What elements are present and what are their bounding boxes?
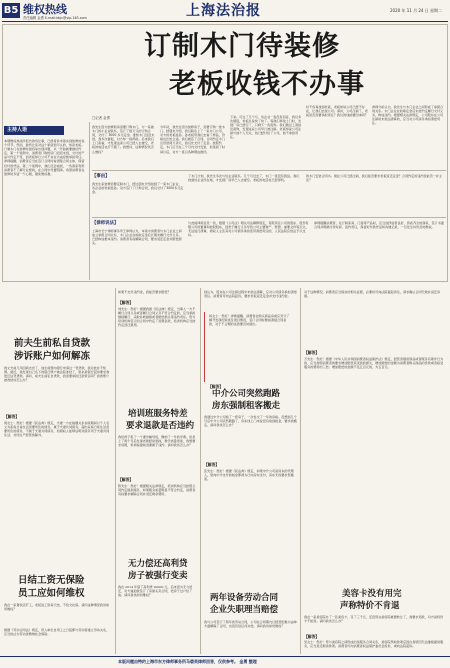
qa-center-answer: 刘先生：您好！根据我国《民法典》规定，当事人一方不履行合同义务或者履行合同义务不符合约定的，应当承担继续履行、采取补救措施或者赔偿损失等违约责任。您与培训机构签订的合同中约定了退费条款，培训机构应当按约定退还费用。 bbox=[118, 307, 196, 328]
qa-headline-6b: 企业失职理当赔偿 bbox=[210, 605, 279, 615]
answer-label: 【解答】 bbox=[118, 300, 134, 305]
facts-text: 我先生家装修需要定制木门，经过朋友介绍找到了一家木门企业，该企业的老板姓孙。双方签订了订购合同，我们交付了3000多元定金。 bbox=[92, 182, 184, 195]
lead-body-col-4: 好不容易找到老板，老板却说公司已经不存在，让我们去找公司。请问，公司注销了，老板是否需要承担责任？我们的钱能要回来吗？ bbox=[306, 105, 368, 118]
issue-date: 2020 年 11 月 24 日 星期二 bbox=[390, 8, 442, 13]
lead-byline: □记者 金勇 bbox=[92, 116, 110, 120]
qa-mid-answer: 杨女士：您好！律师提醒，消费者在购买商品房前应充分了解开发商的资质及项目情况，签订合同时要看清楚合同条款，对于不合理的条款要及时提出。 bbox=[209, 314, 290, 327]
qa-answer-7: 吴女士：您好！您与美容院之间形成的是服务合同关系，美容院预收款项后因自身原因无法继续提供服务，应当退还剩余款项。消费者可向消费者权益保护委员会投诉，或向法院起诉。 bbox=[304, 640, 444, 649]
masthead bbox=[0, 0, 450, 22]
section-rule bbox=[92, 217, 446, 218]
answer-label: 【解答】 bbox=[118, 477, 134, 482]
lawyer-text-2: 与此前律师意见一致，根据《公司法》相关司法解释规定，有限责任公司的股东、股份有限公司的董事和控股股东，因怠于履行义务导致公司主要财产、账册、重要文件等灭失，无法进行清算，债权人主张其对公司债务承担连带清偿责任的，人民法院应依法予以支持。 bbox=[188, 221, 309, 238]
lawyer-text: 上海市长宁律师事务所王律师认为，本案中消费者与木门企业之间成立承揽合同关系，木门企业在收取定金后长期未履行交付义务，已经构成根本违约。消费者有权解除合同，要求返还定金并赔偿损失。 bbox=[92, 229, 182, 246]
qa-answer-1: 周女士：您好！根据《民法典》规定，夫妻一方在婚姻关系存续期间以个人名义为家庭日常生活需要所负的债务，属于夫妻共同债务。超出家庭日常生活需要所负的债务，不属于夫妻共同债务，但债权人能够证明该债务用于夫妻共同生活、共同生产经营的除外。 bbox=[4, 421, 110, 438]
qa-headline-2a: 日结工资无保险 bbox=[18, 575, 85, 586]
qa-intro-1: 我丈夫前几年因病去世了，他生前曾向银行申请过一笔贷款，我对此并不知情。最近，我发现自己名下的银行账户被法院冻结了，原来是银行起诉要求我偿还这笔贷款。请问，前夫生前私自贷款，我需要承担还款责任吗？我的账户被冻结该怎么办？ bbox=[4, 366, 110, 383]
column-divider bbox=[89, 122, 90, 280]
qa-intro-5: 我通过中介公司租了一套房子，一次性交了一年的房租。没想到几个月后中介公司突然跑路了，房东找上门来说没有收到租金，要求我搬走。请问我该怎么办？ bbox=[204, 415, 297, 428]
host-column-text: 本期维权热线所报告的诉讼事，已经将诉求落实到装修的各个环节。然而，最终让家对这个承诺到尽头的，却是老板。订制木门在装修时最容易出现问题，从一开始就要做好约定。第一个案例中，消费者订购的房门迟迟未到，交付的产品与约定不符，而老板却以公司不存在为由拒绝承担责任。律师提醒，消费者应当在签订合同时看清楚合同主体，保留好付款凭证。第二个案例中，我们还会看到，一些商家利用消费者不了解行业规则，在合同中设置陷阱。希望消费者在装修时多留一个心眼，避免维权难。 bbox=[4, 139, 85, 176]
qa-intro-3: 我给孩子报了一个课外辅导班，缴纳了一年的学费。但是上了两个月后发现老师经常更换，教学质量很差，我想要求退费，机构说提前退课属于违约。请问我该怎么办？ bbox=[118, 435, 196, 448]
lead-body-col-5: 律师分析认为，我先生与木门企业之间形成了承揽合同关系。木门企业在收取定金后未按约定履行交付义务，构成违约。根据相关法律规定，公司股东在公司注销时未依法清算的，应当对公司债务承担清偿责任。 bbox=[372, 105, 444, 126]
column-divider bbox=[115, 288, 116, 654]
qa-headline-1a: 前夫生前私自贷款 bbox=[14, 338, 91, 349]
lead-headline-line-1: 订制木门待装修 bbox=[144, 31, 340, 62]
qa-headline-3b: 要求退款是否违约 bbox=[126, 421, 195, 431]
qa-answer-2: 根据《劳动合同法》规定，用人单位自用工之日起即与劳动者建立劳动关系，应当依法为劳动者缴纳社会保险。 bbox=[4, 628, 110, 637]
qa-headline-7a: 美容卡没有用完 bbox=[342, 589, 402, 599]
qa-intro-4: 我在 2014 年借了高利贷 20000 元，后来因为无力偿还，对方逼迫我签订了房屋买卖合同，把房子过户给了他。请问我该如何维权？ bbox=[118, 585, 193, 598]
qa-headline-1b: 涉诉账户如何解冻 bbox=[14, 351, 91, 362]
qa-right-answer: 万先生：您好！根据《中华人民共和国消费者权益保护法》规定，经营者提供商品或者服务有欺诈行为的，应当按照消费者的要求增加赔偿其受到的损失，增加赔偿的金额为消费者购买商品的价款或者接受服务的费用的三倍；增加赔偿的金额不足五百元的，为五百元。 bbox=[304, 357, 444, 370]
lead-body-col-2: 今年初，我先生因为装修房子，需要订购一批木门。经朋友介绍，我们联系上了一家木门公司，对方的老板姓孙。孙老板带我们去看了样品，价格也比较合适，我们就签了合同。合同约定木门总价款两万余元，我们先支付了定金。按照约定，木门应当在三个月内交付安装，但是到了时间以后，对方一直以各种理由推托。 bbox=[160, 125, 225, 154]
page-footer bbox=[0, 656, 450, 668]
qa-answer-3: 陈先生：您好！根据相关法律规定，培训机构应当按照合同约定提供服务，如果服务质量明显不符合约定，消费者有权要求解除合同并退还剩余费用。 bbox=[118, 484, 196, 497]
answer-label: 【解答】 bbox=[304, 634, 320, 639]
qa-headline-4a: 无力偿还高利贷 bbox=[128, 559, 188, 569]
qa-headline-5a: 中介公司突然跑路 bbox=[212, 389, 281, 399]
qa-headline-6a: 两年设备劳动合同 bbox=[210, 593, 279, 603]
answer-label: 【解答】 bbox=[304, 350, 320, 355]
qa-intro-6: 我与公司签订了两年的劳动合同，公司在合同期内以经营困难为由单方面解除了合同，也没有给任何补偿。请问我该如何维权？ bbox=[204, 620, 297, 629]
qa-right-top: 对于这种情况，消费者应当保存好相关证据，必要时可向法院提起诉讼，请求确认合同无效并返还房屋。 bbox=[304, 290, 441, 299]
qa-headline-5b: 房东强制租客搬走 bbox=[212, 401, 281, 411]
qa-mid-top: 则认为，股东在公司注销过程中未依法清算，应对公司债务承担清偿责任。消费者可向法院起诉，要求老板返还定金并支付违约金。 bbox=[204, 290, 297, 299]
lead-headline-line-2: 老板收钱不办事 bbox=[169, 69, 365, 100]
facts-tag: 【事由】 bbox=[92, 174, 110, 179]
page-badge: B5 bbox=[3, 5, 19, 16]
mid-answer-block bbox=[204, 312, 292, 382]
facts-text-3: 的木门安装合同书。现在公司已经注销，我们能否要求老板返还定金？合同约定的违约金能否一并主张？ bbox=[306, 174, 443, 183]
lead-body-col-3: 下来。可过了几个月，该企业一直没有回音，我们多次催促，老板总说快了快了。等我们再找上门时，发现厂房已经空了，只剩下一些废料。我们通过工商信息查询，发现这家公司早已被注销。老板却说公司注销与他个人无关，钱已经付给了公司，他不承担责任。 bbox=[230, 115, 302, 140]
answer-label: 【解答】 bbox=[4, 414, 20, 419]
lawyer-tag: 【律师说法】 bbox=[92, 221, 119, 226]
host-column-title: 主持人语 bbox=[4, 126, 64, 135]
qa-intro-7: 我在一家美容院办了一张美容卡，花了三千元，还没用完美容院就要转让了，我要求退款，对方说特价卡不能退。请问我该怎么办？ bbox=[304, 615, 444, 624]
masthead-rule bbox=[2, 21, 448, 22]
editor-line: 责任编辑 金勇 E-mail:bkjc@vip.163.com bbox=[23, 16, 87, 20]
host-column bbox=[2, 126, 88, 281]
qa-headline-3a: 培训班服务特差 bbox=[128, 409, 188, 419]
qa-headline-2b: 员工应如何维权 bbox=[18, 588, 85, 599]
section-title: 维权热线 bbox=[23, 3, 67, 16]
qa-center-top: 如果不支付违约金，我能否要求赔偿？ bbox=[118, 290, 171, 294]
answer-label: 【解答】 bbox=[204, 462, 220, 467]
footer-note: 本版问题由特约上海市东方律师事务所马碧英律师回答，仅供参考。 金勇 整理 bbox=[118, 659, 257, 664]
section-rule bbox=[92, 170, 446, 171]
answer-label: 【解答】 bbox=[208, 384, 224, 389]
column-divider bbox=[300, 288, 301, 654]
facts-text-2: 了木门计划，我先生多次与该企业联系。几个月过去了，木门一直没有到货。我们找到该企业所在地，才发现厂房早已人去楼空。老板的电话也已经停机。 bbox=[188, 174, 300, 183]
lead-body-col-1: 我先生因为装修新房需要订购木门，与一家做木门的小企业联系，签订了数万元的订购合同，交付了 3000 多元定金。谁知木门迟迟未到，我多次催促，对方却一拖再拖。后来我们上门查看，才发现这家公司已经人去楼空，老板的电话也打不通了。我想问，这种情况该怎么维权？ bbox=[92, 125, 155, 154]
lawyer-text-3: 律师提醒消费者，在订制家具、门窗等产品时，应当选择信誉良好、资质齐全的商家，签订书面合同并明确交付时间、违约责任，保留好付款凭证和沟通记录，一旦发生纠纷及时维权。 bbox=[314, 221, 444, 230]
qa-headline-4b: 房子被强行变卖 bbox=[128, 571, 188, 581]
column-divider bbox=[200, 288, 201, 654]
qa-intro-2: 我在一家餐饮店打工，老板说工资每天结，不给交社保。请问这种情况我该如何维权？ bbox=[4, 603, 110, 612]
newspaper-logo: 上海法治报 bbox=[186, 3, 261, 19]
qa-answer-5: 张先生：您好！根据《民法典》规定，如果中介公司是房东的代理人，您向中介支付的租金即视为已向房东支付，房东无权要求您搬离。 bbox=[204, 469, 294, 482]
qa-headline-7b: 声称特价不肯退 bbox=[340, 601, 400, 611]
